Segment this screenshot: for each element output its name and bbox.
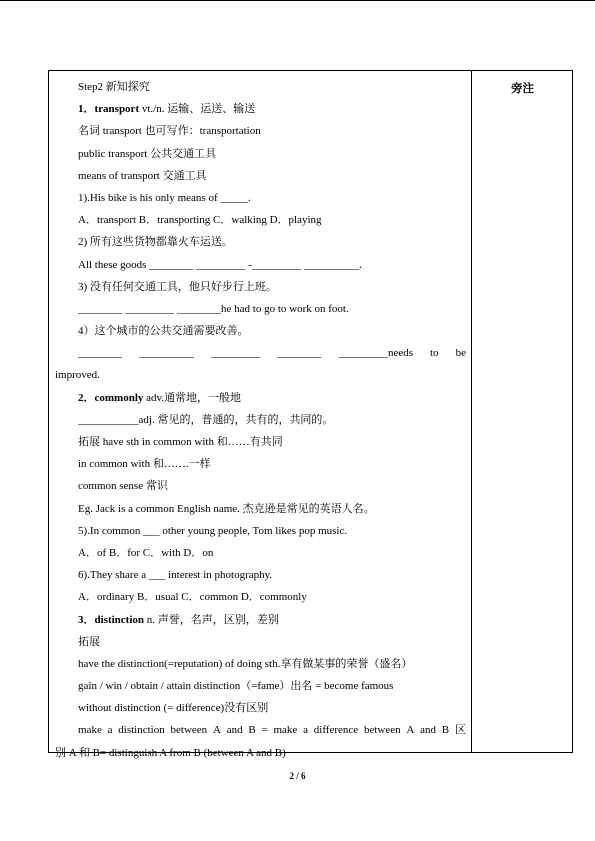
- text-segment: B: [441, 724, 450, 737]
- vocab-definition: vt./n. 运输、运送、输送: [139, 103, 256, 116]
- vocab-word: 1．transport: [78, 103, 140, 116]
- exercise-options: A．of B．for C．with D．on: [78, 546, 214, 559]
- text-segment: a: [303, 724, 308, 737]
- text-line: 拓展: [78, 635, 100, 648]
- exercise-question: 1).His bike is his only means of _____.: [78, 191, 251, 204]
- text-segment: _________: [211, 347, 261, 360]
- vocab-word: 2．commonly: [78, 391, 144, 404]
- text-line: 拓展 have sth in common with 和……有共同: [78, 436, 283, 448]
- vocab-word: 3．distinction: [78, 613, 145, 626]
- exercise-question: 6).They share a ___ interest in photography.: [78, 569, 273, 582]
- text-segment: =: [261, 724, 268, 737]
- text-segment: to: [430, 347, 439, 360]
- text-segment: make: [78, 724, 102, 737]
- text-segment: and: [226, 724, 243, 737]
- example-sentence: Eg. Jack is a common English name. 杰克逊是常见的英语人名。: [78, 502, 375, 515]
- text-segment: between: [363, 724, 401, 737]
- vocab-heading-distinction: [55, 613, 466, 635]
- page-number: 2 / 6: [289, 771, 306, 781]
- main-content: [55, 80, 466, 768]
- text-line: 别 A 和 B= distinguish A from B (between A and B): [55, 746, 286, 759]
- text-segment: between: [170, 724, 208, 737]
- text-line: common sense 常识: [78, 480, 168, 493]
- text-segment: __________: [139, 347, 194, 360]
- text-line: in common with 和…….一样: [78, 458, 211, 471]
- exercise-options: A．ordinary B．usual C．common D．commonly: [78, 591, 307, 604]
- text-line: improved.: [55, 369, 100, 382]
- exercise-question: 5).In common ___ other young people, Tom likes pop music.: [78, 524, 348, 537]
- text-line: without distinction (= difference)没有区别: [78, 702, 269, 715]
- text-segment: A: [406, 724, 415, 737]
- fill-blank-line: All these goods ________ _________ -_________ __________.: [78, 258, 362, 271]
- text-line: public transport 公共交通工具: [78, 147, 217, 160]
- text-line: 名词 transport 也可写作：transportation: [78, 125, 261, 138]
- text-line: means of transport 交通工具: [78, 169, 207, 182]
- text-segment: B: [248, 724, 256, 737]
- vocab-heading-commonly: [55, 391, 466, 413]
- text-segment: be: [455, 347, 466, 360]
- text-line: have the distinction(=reputation) of doing sth.享有做某事的荣誉（盛名）: [78, 657, 413, 670]
- text-line: [55, 723, 466, 745]
- text-line: gain / win / obtain / attain distinction（=fame）出名 = become famous: [78, 680, 394, 693]
- vocab-definition: adv.通常地，一般地: [143, 391, 242, 404]
- exercise-options: A．transport B．transporting C．walking D．playing: [78, 214, 322, 227]
- vocab-definition: n. 声誉，名声，区别，差别: [144, 613, 279, 626]
- text-segment: _________needs: [338, 347, 414, 360]
- fill-blank-line: [55, 346, 466, 368]
- text-segment: distinction: [118, 724, 165, 737]
- exercise-question: 4）这个城市的公共交通需要改善。: [78, 325, 249, 338]
- header-rule: [0, 0, 595, 1]
- vocab-heading-transport: [55, 102, 466, 124]
- text-segment: and: [420, 724, 436, 737]
- text-segment: make: [273, 724, 298, 737]
- text-segment: 区: [454, 724, 466, 737]
- column-divider: [471, 70, 472, 753]
- text-segment: ________: [78, 347, 122, 360]
- text-segment: ________: [277, 347, 322, 360]
- fill-blank-line: ________ _________ ________he had to go to work on foot.: [78, 302, 349, 315]
- text-segment: A: [212, 724, 221, 737]
- section-title: Step2 新知探究: [78, 81, 150, 93]
- exercise-question: 2) 所有这些货物都靠火车运送。: [78, 236, 233, 249]
- text-segment: difference: [313, 724, 359, 737]
- text-segment: a: [107, 724, 113, 737]
- text-line: ___________adj. 常见的，普通的，共有的，共同的。: [78, 413, 334, 426]
- side-notes-header: 旁注: [511, 83, 534, 95]
- exercise-question: 3) 没有任何交通工具，他只好步行上班。: [78, 280, 277, 293]
